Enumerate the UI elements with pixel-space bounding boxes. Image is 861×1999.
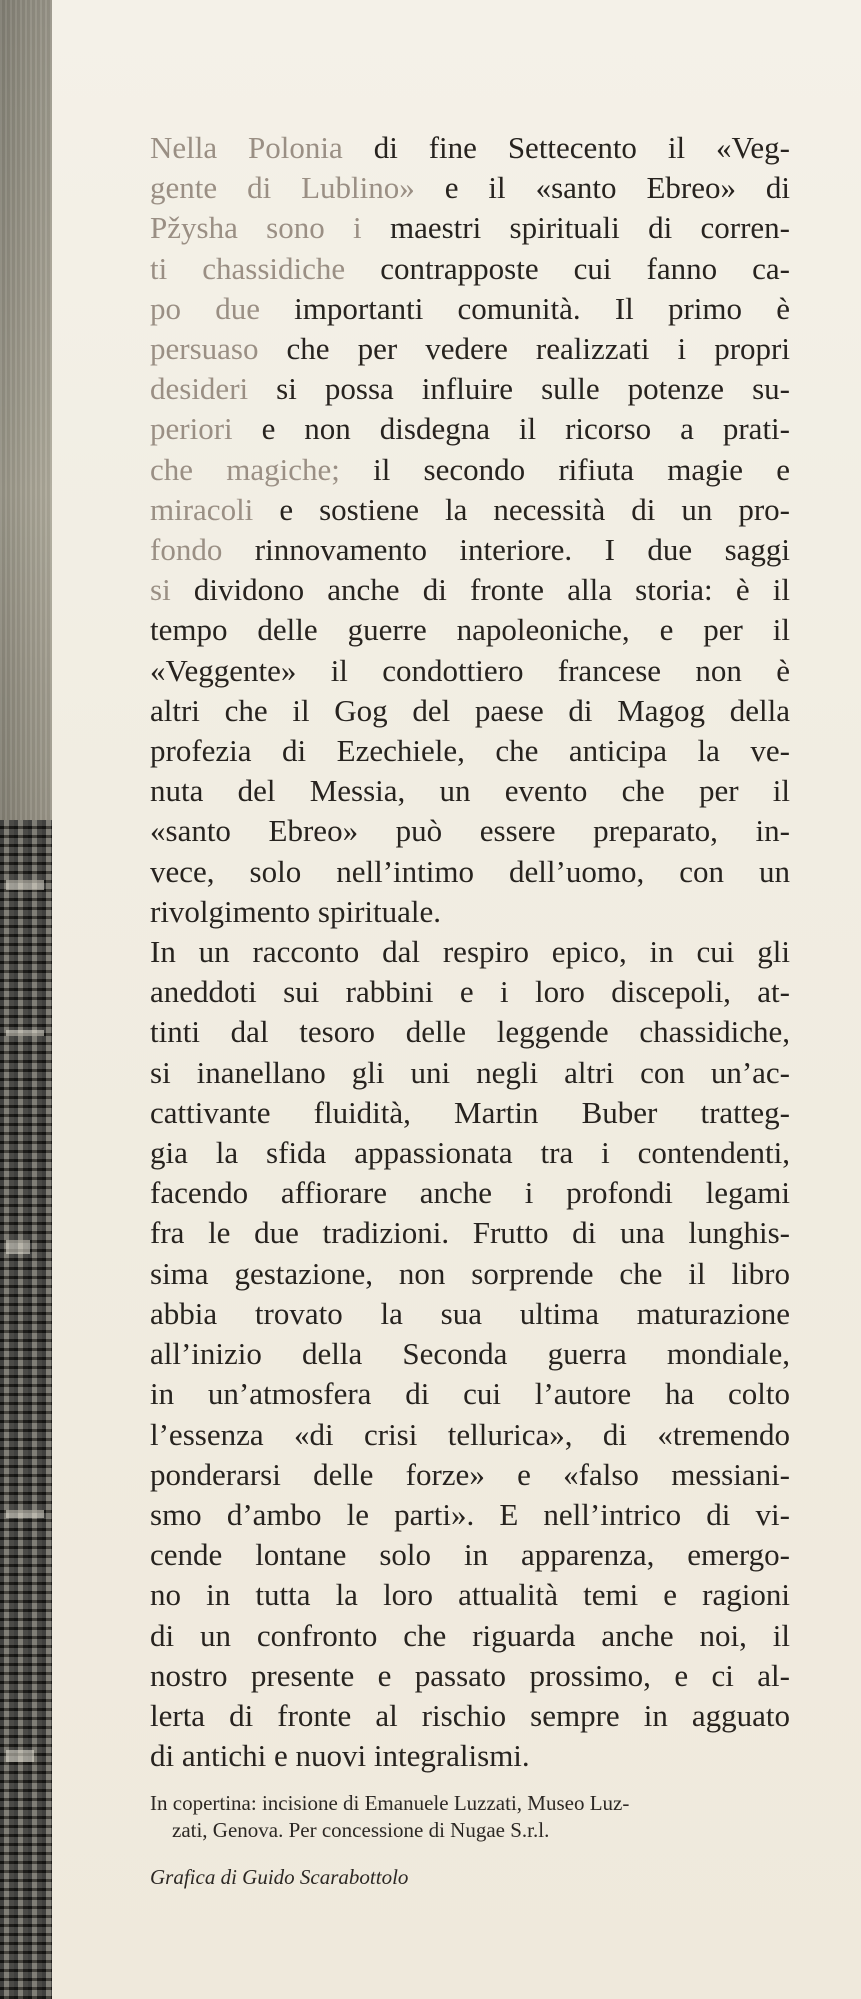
- text-line: l’essenza «di crisi tellurica», di «tremendo: [150, 1416, 790, 1452]
- text-line: cende lontane solo in apparenza, emergo-: [150, 1537, 790, 1573]
- text-line: profezia di Ezechiele, che anticipa la ve-: [150, 733, 790, 769]
- engraving-detail: [6, 1750, 34, 1762]
- text-line: si inanellano gli uni negli altri con un’ac-: [150, 1054, 790, 1090]
- engraving-detail: [6, 880, 44, 890]
- text-line: aneddoti sui rabbini e i loro discepoli, at-: [150, 974, 790, 1010]
- text-line: in un’atmosfera di cui l’autore ha colto: [150, 1376, 790, 1412]
- text-line: periori e non disdegna il ricorso a prati-: [150, 411, 790, 447]
- text-line: po due importanti comunità. Il primo è: [150, 290, 790, 326]
- design-credit: Grafica di Guido Scarabottolo: [150, 1865, 409, 1889]
- text-line: gente di Lublino» e il «santo Ebreo» di: [150, 170, 791, 206]
- text-line: sima gestazione, non sorprende che il libro: [150, 1255, 790, 1291]
- text-line: persuaso che per vedere realizzati i propri: [150, 331, 790, 367]
- text-line: Nella Polonia di fine Settecento il «Veg-: [150, 130, 791, 165]
- synopsis-paragraph-2: [150, 932, 790, 1776]
- text-line: smo d’ambo le parti». E nell’intrico di vi-: [150, 1496, 790, 1532]
- text-line: fra le due tradizioni. Frutto di una lunghis-: [150, 1215, 790, 1251]
- engraving-detail: [6, 1510, 44, 1518]
- text-line: di un confronto che riguarda anche noi, il: [150, 1617, 790, 1653]
- text-line: nostro presente e passato prossimo, e ci al-: [150, 1657, 790, 1693]
- text-line: miracoli e sostiene la necessità di un pro-: [150, 491, 791, 527]
- cover-engraving-strip: [0, 820, 52, 1999]
- text-line: facendo affiorare anche i profondi legami: [150, 1175, 790, 1211]
- cover-credit: [150, 1790, 790, 1844]
- text-line: gia la sfida appassionata tra i contendenti,: [150, 1135, 790, 1171]
- text-line: all’inizio della Seconda guerra mondiale,: [150, 1336, 790, 1372]
- text-line: In un racconto dal respiro epico, in cui gli: [150, 934, 790, 970]
- text-line: lerta di fronte al rischio sempre in agguato: [150, 1697, 790, 1733]
- synopsis-text: [150, 128, 790, 1776]
- text-line: tinti dal tesoro delle leggende chassidiche,: [150, 1014, 790, 1050]
- text-line: di antichi e nuovi integralismi.: [150, 1738, 530, 1774]
- text-line: altri che il Gog del paese di Magog della: [150, 692, 790, 728]
- text-line: fondo rinnovamento interiore. I due saggi: [150, 532, 791, 568]
- synopsis-paragraph-1: [150, 128, 790, 932]
- text-line: ponderarsi delle forze» e «falso messiani-: [150, 1456, 790, 1492]
- cover-credit-line-1: In copertina: incisione di Emanuele Luzzati, Museo Luz-: [150, 1791, 630, 1815]
- text-line: tempo delle guerre napoleoniche, e per il: [150, 612, 790, 648]
- text-line: desideri si possa influire sulle potenze su-: [150, 371, 790, 407]
- text-line: che magiche; il secondo rifiuta magie e: [150, 451, 790, 487]
- cover-credit-line-2: zati, Genova. Per concessione di Nugae S.r.l.: [172, 1818, 550, 1842]
- text-line: «santo Ebreo» può essere preparato, in-: [150, 813, 790, 849]
- text-line: nuta del Messia, un evento che per il: [150, 773, 790, 809]
- text-line: «Veggente» il condottiero francese non è: [150, 652, 790, 688]
- text-line: rivolgimento spirituale.: [150, 893, 442, 929]
- text-line: cattivante fluidità, Martin Buber tratteg-: [150, 1094, 790, 1130]
- engraving-detail: [6, 1030, 44, 1036]
- text-line: Pžysha sono i maestri spirituali di corren-: [150, 210, 790, 246]
- text-line: abbia trovato la sua ultima maturazione: [150, 1295, 790, 1331]
- spine-texture: [0, 0, 52, 820]
- text-line: vece, solo nell’intimo dell’uomo, con un: [150, 853, 790, 889]
- text-line: no in tutta la loro attualità temi e ragioni: [150, 1577, 790, 1613]
- text-line: si dividono anche di fronte alla storia: è il: [150, 572, 790, 608]
- engraving-detail: [6, 1240, 30, 1254]
- text-line: ti chassidiche contrapposte cui fanno ca-: [150, 250, 791, 286]
